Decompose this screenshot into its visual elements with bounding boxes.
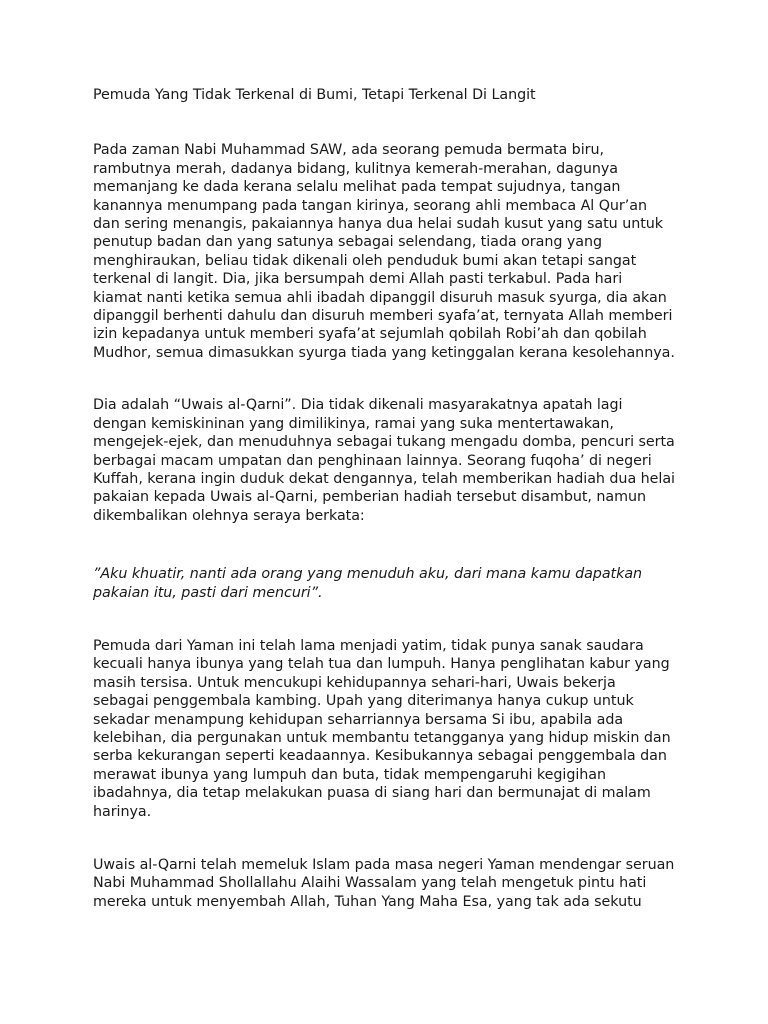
paragraph-line: sebagai penggembala kambing. Upah yang diterimanya hanya cukup untuk xyxy=(93,693,634,710)
paragraph-line: memanjang ke dada kerana selalu melihat pada tempat sujudnya, tangan xyxy=(93,179,621,196)
paragraph-line: rambutnya merah, dadanya bidang, kulitnya kemerah-merahan, dagunya xyxy=(93,160,618,177)
paragraph-line: menghiraukan, beliau tidak dikenali oleh penduduk bumi akan tetapi sangat xyxy=(93,252,637,269)
paragraph-line: kanannya menumpang pada tangan kirinya, seorang ahli membaca Al Qur’an xyxy=(93,197,647,214)
paragraph-line: kecuali hanya ibunya yang telah tua dan lumpuh. Hanya penglihatan kabur yang xyxy=(93,656,670,673)
paragraph-line: kelebihan, dia pergunakan untuk membantu tetangganya yang hidup miskin dan xyxy=(93,729,671,746)
document-body xyxy=(93,86,693,911)
paragraph-line: kiamat nanti ketika semua ahli ibadah dipanggil disuruh masuk syurga, dia akan xyxy=(93,289,667,306)
paragraph-line: sekadar menampung kehidupan seharriannya bersama Si ibu, apabila ada xyxy=(93,711,624,728)
paragraph-line: Kuffah, kerana ingin duduk dekat dengannya, telah memberikan hadiah dua helai xyxy=(93,470,675,487)
paragraph-line: merawat ibunya yang lumpuh dan buta, tidak mempengaruhi kegigihan xyxy=(93,766,607,783)
paragraph-line: pakaian kepada Uwais al-Qarni, pemberian hadiah tersebut disambut, namun xyxy=(93,489,647,506)
document-title: Pemuda Yang Tidak Terkenal di Bumi, Tetapi Terkenal Di Langit xyxy=(93,87,536,103)
paragraph-line: berbagai macam umpatan dan penghinaan lainnya. Seorang fuqoha’ di negeri xyxy=(93,452,652,469)
paragraph-line: mengejek-ejek, dan menuduhnya sebagai tukang mengadu domba, pencuri serta xyxy=(93,434,675,451)
paragraph-line: dipanggil berhenti dahulu dan disuruh memberi syafa’at, ternyata Allah memberi xyxy=(93,308,673,325)
paragraph-line: Dia adalah “Uwais al-Qarni”. Dia tidak dikenali masyarakatnya apatah lagi xyxy=(93,397,623,414)
quote-line: pakaian itu, pasti dari mencuri”. xyxy=(93,584,323,601)
paragraph-line: masih tersisa. Untuk mencukupi kehidupannya sehari-hari, Uwais bekerja xyxy=(93,674,616,691)
paragraph-line: dikembalikan olehnya seraya berkata: xyxy=(93,507,365,524)
paragraph-2 xyxy=(93,396,693,525)
paragraph-line: serba kekurangan seperti keadaannya. Kesibukannya sebagai penggembala dan xyxy=(93,748,667,765)
paragraph-line: mereka untuk menyembah Allah, Tuhan Yang Maha Esa, yang tak ada sekutu xyxy=(93,893,642,910)
paragraph-1 xyxy=(93,141,693,362)
paragraph-line: dengan kemiskininan yang dimilikinya, ramai yang suka mentertawakan, xyxy=(93,415,614,432)
quote-paragraph xyxy=(93,565,693,602)
paragraph-5 xyxy=(93,856,693,911)
quote-line: ”Aku khuatir, nanti ada orang yang menuduh aku, dari mana kamu dapatkan xyxy=(93,566,643,583)
paragraph-line: harinya. xyxy=(93,803,152,820)
paragraph-line: Pada zaman Nabi Muhammad SAW, ada seorang pemuda bermata biru, xyxy=(93,142,604,159)
paragraph-line: izin kepadanya untuk memberi syafa’at sejumlah qobilah Robi’ah dan qobilah xyxy=(93,326,647,343)
paragraph-line: Uwais al-Qarni telah memeluk Islam pada masa negeri Yaman mendengar seruan xyxy=(93,857,675,873)
paragraph-line: penutup badan dan yang satunya sebagai selendang, tiada orang yang xyxy=(93,234,603,251)
paragraph-line: ibadahnya, dia tetap melakukan puasa di siang hari dan bermunajat di malam xyxy=(93,785,651,802)
paragraph-line: Nabi Muhammad Shollallahu Alaihi Wassalam yang telah mengetuk pintu hati xyxy=(93,875,647,892)
paragraph-line: terkenal di langit. Dia, jika bersumpah demi Allah pasti terkabul. Pada hari xyxy=(93,271,623,288)
paragraph-4 xyxy=(93,637,693,821)
paragraph-line: Mudhor, semua dimasukkan syurga tiada yang ketinggalan kerana kesolehannya. xyxy=(93,344,675,361)
paragraph-line: dan sering menangis, pakaiannya hanya dua helai sudah kusut yang satu untuk xyxy=(93,216,664,233)
paragraph-line: Pemuda dari Yaman ini telah lama menjadi yatim, tidak punya sanak saudara xyxy=(93,637,644,654)
